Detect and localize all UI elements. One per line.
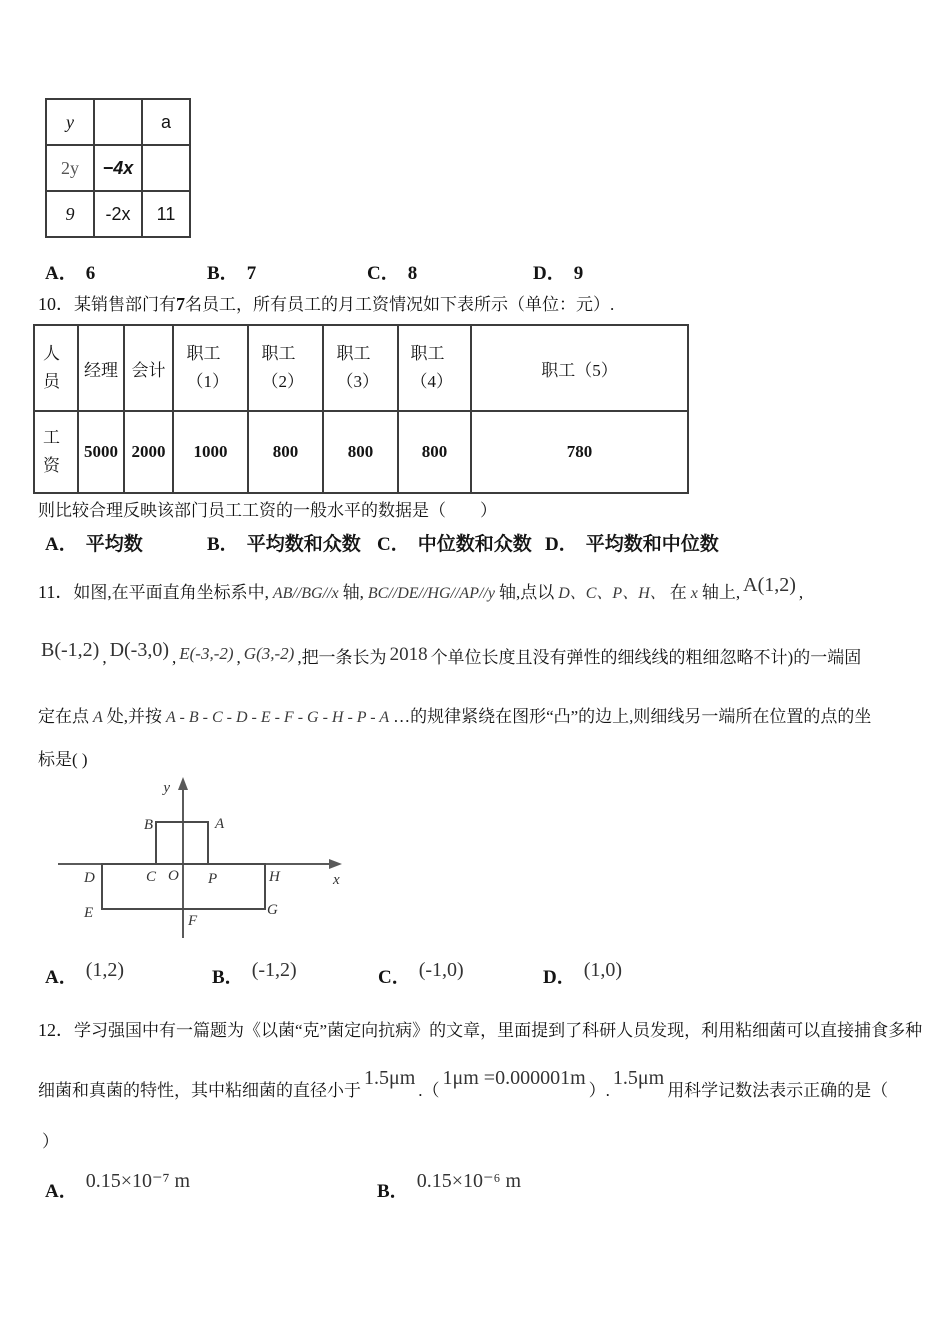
seg: …的规律紧绕在图形“凸”的边上,则细线另一端所在位置的点的坐 bbox=[393, 707, 872, 726]
option-letter: A． bbox=[45, 263, 78, 284]
cell: 780 bbox=[471, 411, 688, 493]
seg: 名员工，所有员工的月工资情况如下表所示（单位：元）. bbox=[185, 295, 615, 314]
option-letter: D． bbox=[543, 967, 576, 988]
seg: , bbox=[798, 583, 804, 602]
option-value: 0.15×10⁻⁶ m bbox=[416, 1170, 522, 1192]
seg: G(3,-2) bbox=[243, 644, 295, 663]
seg: 则比较合理反映该部门员工工资的一般水平的数据是（ ） bbox=[38, 501, 497, 520]
option-letter: C． bbox=[378, 967, 411, 988]
seg: BC//DE//HG//AP//y bbox=[367, 585, 495, 602]
cell: 工资 bbox=[34, 411, 78, 493]
seg: 处,并按 bbox=[106, 707, 163, 726]
figure-label-H: H bbox=[269, 869, 280, 885]
q10-options-row bbox=[0, 529, 950, 563]
seg: 用科学记数法表示正确的是（ bbox=[667, 1081, 889, 1100]
seg: D(-3,0) bbox=[109, 639, 170, 661]
figure-label-x: x bbox=[333, 872, 340, 888]
question-number: 10． bbox=[38, 294, 74, 314]
option-letter: C． bbox=[377, 534, 410, 555]
figure-label-O: O bbox=[168, 868, 179, 884]
option-value: 7 bbox=[246, 263, 257, 284]
seg: 个单位长度且没有弹性的细线线的粗细忽略不计)的一端固 bbox=[430, 648, 862, 667]
cell: 人员 bbox=[34, 325, 78, 411]
cell: 职工（2） bbox=[248, 325, 323, 411]
option-letter: B． bbox=[207, 534, 239, 555]
seg: A bbox=[93, 709, 103, 726]
option-value: (1,0) bbox=[583, 959, 623, 981]
cell: −4x bbox=[94, 145, 142, 191]
q11-figure bbox=[50, 776, 350, 948]
option-value: (-1,0) bbox=[418, 959, 464, 981]
option-letter: A． bbox=[45, 534, 78, 555]
option-a bbox=[45, 1170, 191, 1203]
option-c bbox=[377, 529, 532, 556]
question-number: 11． bbox=[38, 582, 74, 602]
option-b bbox=[207, 258, 256, 285]
figure-label-y: y bbox=[163, 780, 170, 796]
x-axis-arrow bbox=[329, 859, 342, 869]
q11-options-row bbox=[0, 959, 950, 996]
q10-stem bbox=[38, 292, 614, 317]
option-value: 中位数和众数 bbox=[417, 534, 532, 555]
seg: 轴上, bbox=[701, 583, 741, 602]
q12-options-row bbox=[0, 1170, 950, 1210]
seg: ）. bbox=[588, 1081, 610, 1100]
q10-salary-table bbox=[33, 324, 689, 494]
option-a bbox=[45, 258, 95, 285]
q12-line1 bbox=[38, 1018, 922, 1043]
seg: 细菌和真菌的特性，其中粘细菌的直径小于 bbox=[38, 1081, 361, 1100]
cell: 1000 bbox=[173, 411, 248, 493]
cell: 9 bbox=[46, 191, 94, 237]
option-letter: A． bbox=[45, 1181, 78, 1202]
figure-label-G: G bbox=[267, 902, 278, 918]
y-axis-arrow bbox=[178, 777, 188, 790]
option-b bbox=[207, 529, 361, 556]
seg: 1μm =0.000001m bbox=[442, 1067, 586, 1089]
option-letter: D． bbox=[533, 263, 566, 284]
option-c bbox=[378, 959, 464, 989]
seg: AB//BG//x bbox=[272, 585, 339, 602]
seg: 如图,在平面直角坐标系中, bbox=[73, 583, 269, 602]
seg: 1.5μm bbox=[364, 1067, 416, 1089]
seg: , bbox=[102, 648, 107, 667]
table-row bbox=[46, 145, 190, 191]
option-value: (-1,2) bbox=[251, 959, 297, 981]
cell: 职工（1） bbox=[173, 325, 248, 411]
seg: ,把一条长为 bbox=[297, 648, 387, 667]
seg: A - B - C - D - E - F - G - H - P - A bbox=[166, 709, 390, 726]
option-letter: B． bbox=[212, 967, 244, 988]
q12-line2 bbox=[38, 1067, 889, 1103]
cell: 800 bbox=[398, 411, 471, 493]
option-a bbox=[45, 959, 125, 989]
table-row bbox=[34, 411, 688, 493]
q11-line3 bbox=[38, 705, 871, 730]
cell: 2000 bbox=[124, 411, 173, 493]
option-letter: A． bbox=[45, 967, 78, 988]
seg: 轴, bbox=[342, 583, 364, 602]
seg: E(-3,-2) bbox=[179, 644, 234, 663]
cell: 职工（4） bbox=[398, 325, 471, 411]
question-number: 12． bbox=[38, 1020, 74, 1040]
seg: 7 bbox=[176, 294, 185, 314]
figure-label-E: E bbox=[84, 905, 94, 921]
option-value: 6 bbox=[85, 263, 96, 284]
option-value: 平均数和中位数 bbox=[585, 534, 719, 555]
seg: 轴,点以 bbox=[498, 583, 555, 602]
seg: 学习强国中有一篇题为《以菌“克”菌定向抗病》的文章，里面提到了科研人员发现，利用粘细菌可以直接捕食多种 bbox=[74, 1021, 923, 1040]
cell: a bbox=[142, 99, 190, 145]
option-b bbox=[377, 1170, 522, 1203]
q12-line3 bbox=[42, 1130, 59, 1154]
seg: D、C、P、H、 bbox=[558, 585, 666, 602]
table-row bbox=[46, 191, 190, 237]
cell: 11 bbox=[142, 191, 190, 237]
cell bbox=[142, 145, 190, 191]
q10-question bbox=[38, 499, 497, 523]
cell: 2y bbox=[46, 145, 94, 191]
seg: B(-1,2) bbox=[41, 639, 100, 661]
q11-line4 bbox=[38, 748, 88, 772]
seg: , bbox=[236, 648, 241, 667]
option-d bbox=[533, 258, 583, 285]
seg: x bbox=[690, 585, 698, 602]
cell: 800 bbox=[248, 411, 323, 493]
seg: 1.5μm bbox=[612, 1067, 665, 1089]
seg: 2018 bbox=[389, 644, 428, 665]
option-value: 8 bbox=[407, 263, 418, 284]
option-value: 9 bbox=[573, 263, 584, 284]
option-c bbox=[367, 258, 417, 285]
option-value: 平均数 bbox=[85, 534, 143, 555]
figure-label-C: C bbox=[146, 869, 157, 885]
option-value: 0.15×10⁻⁷ m bbox=[85, 1170, 191, 1192]
table-row bbox=[46, 99, 190, 145]
option-a bbox=[45, 529, 143, 556]
cell: 5000 bbox=[78, 411, 124, 493]
option-d bbox=[545, 529, 719, 556]
option-b bbox=[212, 959, 297, 989]
option-letter: B． bbox=[207, 263, 239, 284]
table-header-row bbox=[34, 325, 688, 411]
figure-label-P: P bbox=[208, 871, 218, 887]
option-value: 平均数和众数 bbox=[246, 534, 361, 555]
seg: 定在点 bbox=[38, 707, 89, 726]
seg: 在 bbox=[669, 583, 687, 602]
seg: 某销售部门有 bbox=[74, 295, 176, 314]
seg: , bbox=[172, 648, 177, 667]
q11-line2 bbox=[38, 639, 862, 670]
seg: ） bbox=[42, 1132, 59, 1151]
cell: -2x bbox=[94, 191, 142, 237]
cell: 800 bbox=[323, 411, 398, 493]
cell: 经理 bbox=[78, 325, 124, 411]
figure-label-D: D bbox=[84, 870, 95, 886]
q9-grid-table bbox=[45, 98, 191, 238]
q9-options-row bbox=[0, 258, 950, 292]
seg: .（ bbox=[418, 1081, 440, 1100]
cell bbox=[94, 99, 142, 145]
figure-label-A: A bbox=[215, 816, 225, 832]
option-d bbox=[543, 959, 623, 989]
cell: 职工（3） bbox=[323, 325, 398, 411]
option-value: (1,2) bbox=[85, 959, 125, 981]
option-letter: D． bbox=[545, 534, 578, 555]
figure-label-B: B bbox=[143, 817, 153, 833]
figure-label-F: F bbox=[188, 913, 198, 929]
q11-line1 bbox=[38, 574, 804, 606]
cell: 职工（5） bbox=[471, 325, 688, 411]
cell: y bbox=[46, 99, 94, 145]
seg: A(1,2) bbox=[743, 574, 796, 596]
cell: 会计 bbox=[124, 325, 173, 411]
option-letter: B． bbox=[377, 1181, 409, 1202]
option-letter: C． bbox=[367, 263, 400, 284]
seg: 标是( ) bbox=[38, 750, 88, 769]
